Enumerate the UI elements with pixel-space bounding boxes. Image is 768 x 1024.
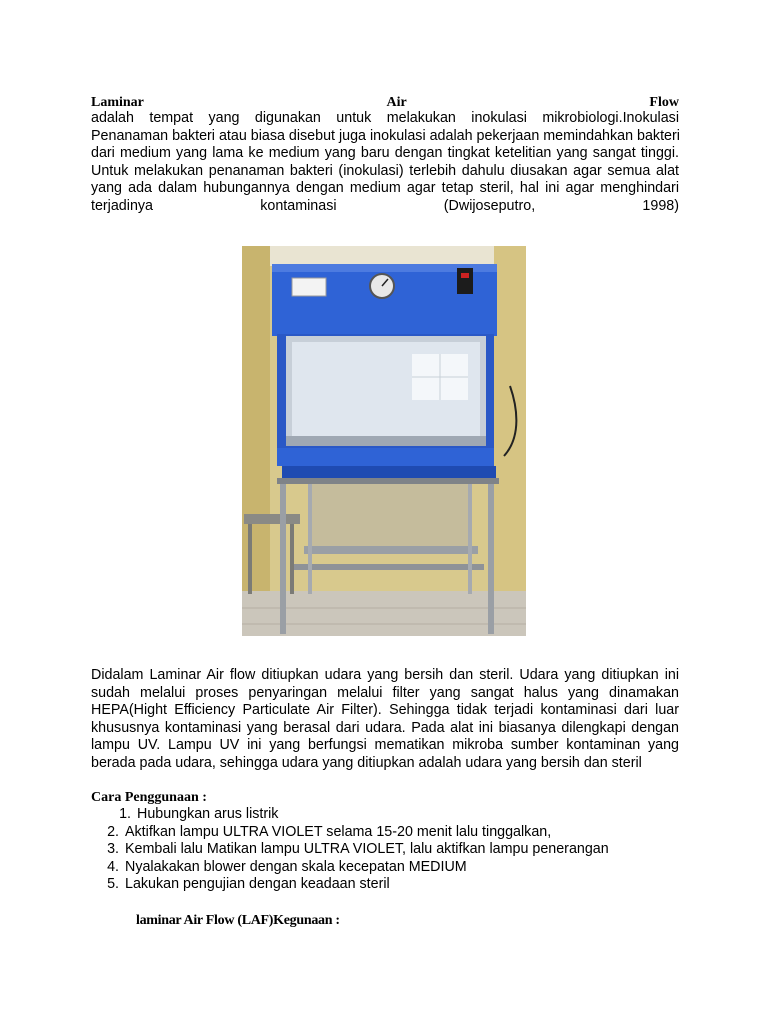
list-item — [91, 841, 609, 859]
text-line: dari medium yang lama ke medium yang baru dengan tingkat ketelitian yang sangat tinggi. — [91, 145, 679, 161]
text-line: Untuk melakukan penanaman bakteri (inokulasi) terlebih dahulu diusakan agar semua alat — [91, 162, 679, 179]
text-line: HEPA(Hight Efficiency Particulate Air Filter). Sehingga tidak terjadi kontaminasi dari luar — [91, 702, 679, 718]
text-line: adalah tempat yang digunakan untuk melakukan inokulasi mikrobiologi.Inokulasi — [91, 110, 679, 126]
step-number: 3. — [107, 841, 119, 857]
step-number: 2. — [107, 823, 119, 840]
step-number: 4. — [107, 858, 119, 875]
step-number: 5. — [107, 876, 119, 892]
heading-word: Air — [386, 95, 407, 110]
text-line: khususnya kontaminasi yang berasal dari udara. Pada alat ini biasanya dilengkapi dengan — [91, 719, 679, 736]
list-item — [91, 876, 609, 894]
description-paragraph — [91, 667, 679, 772]
intro-paragraph — [91, 110, 679, 215]
list-item — [91, 824, 609, 842]
step-text: Lakukan pengujian dengan keadaan steril — [125, 876, 390, 892]
list-item — [91, 806, 609, 824]
text-line: terjadinya kontaminasi (Dwijoseputro, 1998) — [91, 197, 679, 214]
kegunaan-heading: laminar Air Flow (LAF)Kegunaan : — [136, 913, 340, 928]
usage-title: Cara Penggunaan : — [91, 790, 207, 805]
list-item — [91, 859, 609, 877]
text-line: berada pada udara, sehingga udara yang ditiupkan adalah udara yang bersih dan steril — [91, 754, 642, 771]
text-line: yang ada dalam hubungannya dengan medium agar tetap steril, hal ini agar menghindari — [91, 180, 679, 196]
text-line: sudah melalui proses penyaringan melalui filter yang sangat halus yang dinamakan — [91, 684, 679, 701]
heading-word: Laminar — [91, 95, 144, 110]
text-line: Penanaman bakteri atau biasa disebut juga inokulasi adalah pekerjaan memindahkan bakteri — [91, 127, 680, 144]
step-text: Aktifkan lampu ULTRA VIOLET selama 15-20 menit lalu tinggalkan, — [125, 823, 552, 840]
step-text: Nyalakakan blower dengan skala kecepatan MEDIUM — [125, 858, 467, 875]
step-text: Kembali lalu Matikan lampu ULTRA VIOLET, lalu aktifkan lampu penerangan — [125, 841, 609, 857]
laminar-air-flow-photo — [242, 246, 526, 636]
usage-steps-list — [91, 806, 609, 894]
heading-word: Flow — [649, 95, 679, 110]
text-line: Didalam Laminar Air flow ditiupkan udara yang bersih dan steril. Udara yang ditiupkan ini — [91, 667, 679, 683]
text-line: lampu UV. Lampu UV ini yang berfungsi mematikan mikroba sumber kontaminan yang — [91, 737, 679, 753]
step-number: 1. — [119, 806, 131, 822]
step-text: Hubungkan arus listrik — [137, 806, 279, 822]
